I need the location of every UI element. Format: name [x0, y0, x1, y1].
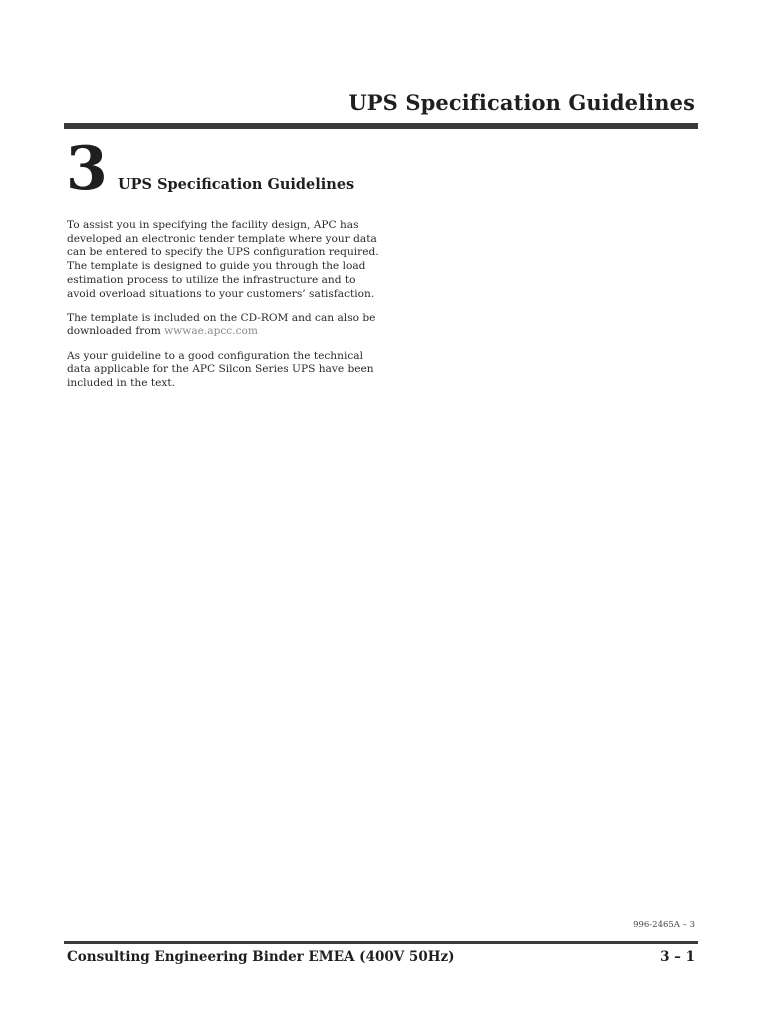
chapter-number: 3 — [66, 134, 108, 204]
header-rule — [64, 123, 698, 129]
paragraph-download — [67, 312, 379, 339]
paragraph-intro: To assist you in specifying the facility design, APC has developed an electronic tender template where your data can be entered to specify the UPS configuration required. The template is designed to guide you through the load estimation process to utilize the infrastructure and to avoid overload situations to your customers’ satisfaction. — [67, 219, 379, 300]
running-header-title: UPS Specification Guidelines — [348, 90, 695, 115]
document-code: 996-2465A – 3 — [633, 920, 695, 930]
footer-rule — [64, 941, 698, 944]
footer-title: Consulting Engineering Binder EMEA (400V 50Hz) — [67, 949, 455, 965]
chapter-title: UPS Specification Guidelines — [118, 176, 355, 193]
download-link[interactable]: wwwae.apcc.com — [164, 325, 258, 338]
page-number: 3 – 1 — [660, 949, 695, 965]
body-text — [67, 219, 379, 401]
paragraph-download-text: The template is included on the CD-ROM and can also be downloaded from — [67, 311, 376, 338]
paragraph-guideline: As your guideline to a good configuration the technical data applicable for the APC Silcon Series UPS have been included in the text. — [67, 349, 374, 390]
